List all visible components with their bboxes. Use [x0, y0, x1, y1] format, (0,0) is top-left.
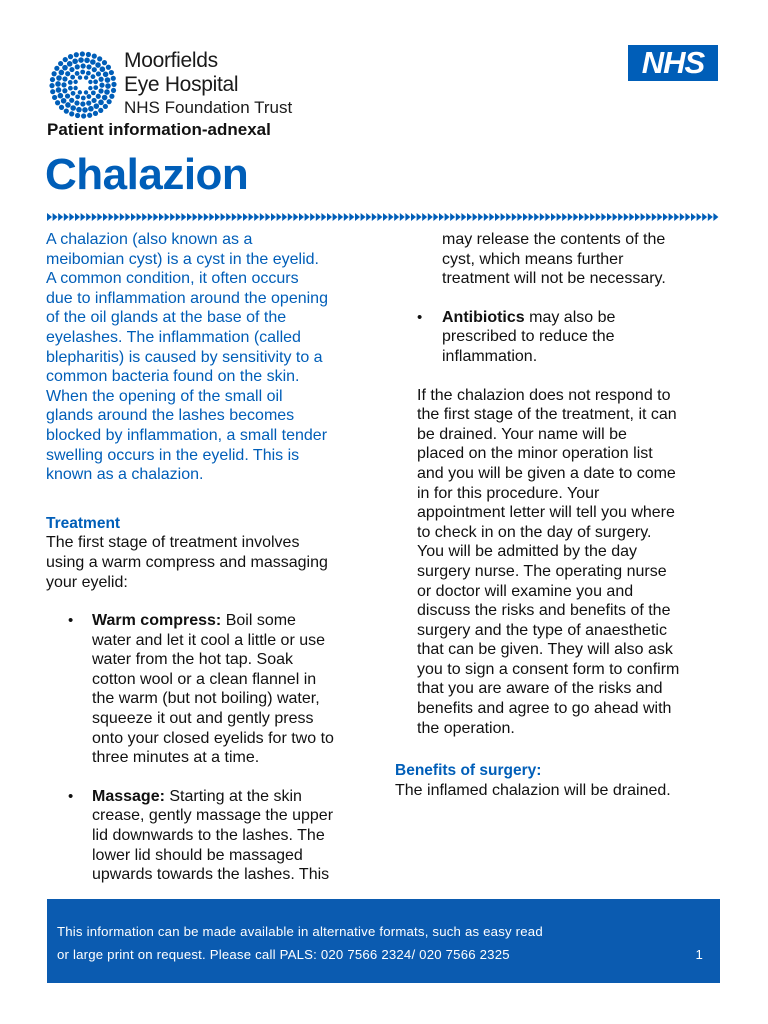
arrow-divider: [47, 208, 723, 226]
org-name-line-1: Moorfields: [124, 49, 218, 72]
warm-compress-line: water from the hot tap. Soak: [92, 651, 293, 669]
drainage-line: in for this procedure. Your: [417, 484, 600, 502]
antibiotics-line: prescribed to reduce the: [442, 328, 615, 346]
benefits-heading: Benefits of surgery:: [395, 762, 542, 780]
intro-line: blocked by inflammation, a small tender: [46, 426, 328, 444]
page-title: Chalazion: [45, 150, 249, 199]
intro-line: known as a chalazion.: [46, 466, 204, 484]
intro-line: of the oil glands at the base of the: [46, 309, 287, 327]
drainage-line: surgery nurse. The operating nurse: [417, 562, 667, 580]
intro-line: glands around the lashes becomes: [46, 407, 295, 425]
intro-line: due to inflammation around the opening: [46, 289, 328, 307]
intro-line: When the opening of the small oil: [46, 387, 283, 405]
drainage-line: surgery and the type of anaesthetic: [417, 621, 667, 639]
warm-compress-line: the warm (but not boiling) water,: [92, 690, 320, 708]
nhs-logo: NHS: [628, 45, 718, 81]
treatment-line: your eyelid:: [46, 573, 128, 591]
antibiotics-label: Antibiotics: [442, 308, 525, 326]
moorfields-logo-icon: [48, 50, 118, 120]
massage-line: treatment will not be necessary.: [442, 270, 666, 288]
drainage-line: If the chalazion does not respond to: [417, 386, 671, 404]
drainage-paragraph: [417, 386, 722, 739]
intro-line: eyelashes. The inflammation (called: [46, 328, 301, 346]
treatment-heading: Treatment: [46, 514, 121, 532]
drainage-line: that can be given. They will also ask: [417, 641, 673, 659]
massage-label: Massage:: [92, 787, 165, 805]
document-subtitle: Patient information-adnexal: [47, 120, 271, 139]
drainage-line: placed on the minor operation list: [417, 445, 653, 463]
warm-compress-item: [46, 611, 376, 768]
massage-continued: [417, 230, 722, 289]
massage-line: may release the contents of the: [442, 231, 666, 248]
drainage-line: benefits and agree to go ahead with: [417, 700, 672, 718]
warm-compress-label: Warm compress:: [92, 612, 222, 630]
massage-line: cyst, which means further: [442, 250, 624, 268]
warm-compress-line: three minutes at a time.: [92, 749, 260, 767]
treatment-line: using a warm compress and massaging: [46, 553, 328, 571]
massage-line: crease, gently massage the upper: [92, 807, 334, 825]
intro-paragraph: [46, 230, 376, 485]
bullet-point: •: [68, 787, 74, 805]
massage-line: lid downwards to the lashes. The: [92, 827, 325, 845]
intro-line: A common condition, it often occurs: [46, 270, 299, 288]
massage-item: [46, 787, 376, 885]
drainage-line: You will be admitted by the day: [417, 543, 637, 561]
drainage-line: you to sign a consent form to confirm: [417, 660, 680, 678]
intro-line: blepharitis) is caused by sensitivity to a: [46, 348, 323, 366]
right-column: [395, 230, 722, 800]
massage-line: Starting at the skin: [169, 787, 302, 805]
drainage-line: and you will be given a date to come: [417, 464, 676, 482]
warm-compress-line: water and let it cool a little or use: [92, 631, 326, 649]
massage-line: upwards towards the lashes. This: [92, 866, 330, 884]
massage-line: lower lid should be massaged: [92, 846, 303, 864]
bullet-point: •: [68, 612, 74, 630]
antibiotics-line: may also be: [529, 308, 616, 326]
left-column: [46, 230, 376, 885]
drainage-line: to check in on the day of surgery.: [417, 523, 652, 541]
drainage-line: the first stage of the treatment, it can: [417, 406, 677, 424]
intro-line: swelling occurs in the eyelid. This is: [46, 446, 300, 464]
warm-compress-line: onto your closed eyelids for two to: [92, 729, 334, 747]
intro-line: common bacteria found on the skin.: [46, 368, 300, 386]
treatment-line: The first stage of treatment involves: [46, 534, 300, 552]
org-name-line-2: Eye Hospital: [124, 73, 239, 96]
drainage-line: or doctor will examine you and: [417, 582, 634, 600]
warm-compress-line: cotton wool or a clean flannel in: [92, 670, 317, 688]
page-number: 1: [695, 947, 703, 962]
drainage-line: discuss the risks and benefits of the: [417, 602, 671, 620]
warm-compress-line: squeeze it out and gently press: [92, 710, 314, 728]
drainage-line: appointment letter will tell you where: [417, 504, 675, 522]
intro-line: A chalazion (also known as a: [46, 231, 253, 248]
footer-banner: [47, 899, 720, 983]
antibiotics-line: inflammation.: [442, 347, 538, 365]
footer-line-2: or large print on request. Please call PALS: 020 7566 2324/ 020 7566 2325: [57, 947, 510, 962]
drainage-line: that you are aware of the risks and: [417, 680, 663, 698]
drainage-line: the operation.: [417, 719, 515, 737]
footer-line-1: This information can be made available in alternative formats, such as easy read: [57, 924, 543, 939]
warm-compress-line: Boil some: [225, 612, 296, 630]
org-name-line-3: NHS Foundation Trust: [124, 98, 293, 117]
bullet-point: •: [417, 308, 423, 326]
antibiotics-item: [417, 308, 722, 367]
drainage-line: be drained. Your name will be: [417, 425, 627, 443]
benefits-text: The inflamed chalazion will be drained.: [395, 781, 671, 799]
intro-line: meibomian cyst) is a cyst in the eyelid.: [46, 250, 319, 268]
